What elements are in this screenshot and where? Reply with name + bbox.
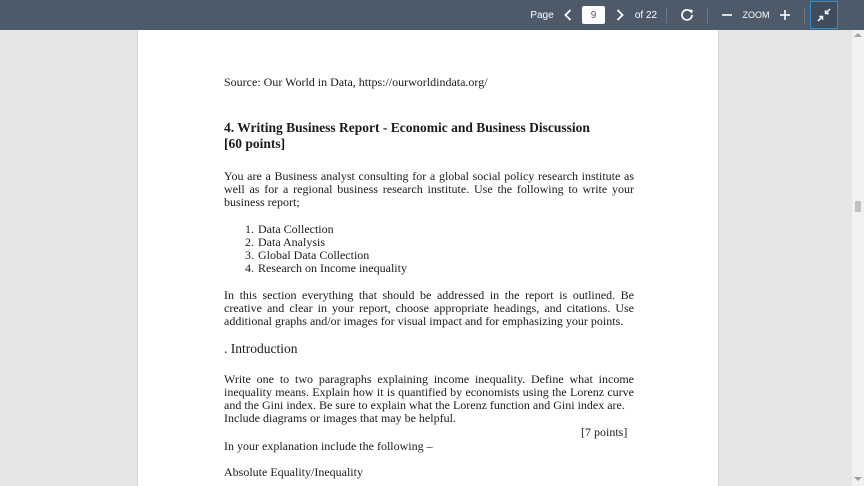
chevron-right-icon (616, 9, 624, 21)
scrollbar-thumb[interactable] (855, 201, 861, 212)
paragraph-line: creative and clear in your report, choose appropriate headings, and citations. Use (224, 301, 634, 315)
list-item: Research on Income inequality (258, 261, 407, 275)
vertical-scrollbar[interactable] (852, 30, 864, 486)
list-number: 2. (245, 235, 254, 249)
section-heading-points: [60 points] (224, 136, 286, 151)
list-number: 4. (245, 261, 254, 275)
paragraph-line: business report; (224, 195, 300, 209)
toolbar-divider (666, 7, 667, 23)
pdf-page (137, 30, 719, 486)
next-page-button[interactable] (612, 0, 628, 30)
paragraph-line: additional graphs and/or images for visual impact and for emphasizing your points. (224, 314, 624, 328)
paragraph-line: You are a Business analyst consulting for a global social policy research institute as (224, 169, 634, 183)
plus-icon (779, 9, 791, 21)
pdf-toolbar (0, 0, 864, 30)
points-label: [7 points] (581, 425, 628, 439)
numbered-list (224, 222, 634, 276)
toolbar-divider (804, 7, 805, 23)
page-number-input[interactable] (582, 6, 605, 24)
introduction-heading: . Introduction (224, 341, 298, 356)
list-number: 3. (245, 248, 254, 262)
list-item: Data Collection (258, 222, 334, 236)
page-total: of 22 (634, 9, 658, 21)
paragraph-line: Include diagrams or images that may be helpful. (224, 411, 456, 425)
chevron-left-icon (564, 9, 572, 21)
collapse-icon (817, 8, 831, 22)
rotate-icon (680, 8, 694, 22)
page-label: Page (530, 9, 554, 21)
paragraph-line: inequality means. Explain how it is quantified by economists using the Lorenz curve (224, 385, 634, 399)
paragraph-line: In this section everything that should be addressed in the report is outlined. Be (224, 288, 634, 302)
list-number: 1. (245, 222, 254, 236)
zoom-label: ZOOM (742, 10, 770, 20)
rotate-button[interactable] (677, 0, 697, 30)
scroll-down-icon[interactable] (854, 477, 862, 481)
zoom-in-button[interactable] (777, 0, 793, 30)
list-item: Global Data Collection (258, 248, 370, 262)
absolute-equality-line: Absolute Equality/Inequality (224, 465, 363, 479)
section-heading: 4. Writing Business Report - Economic and Business Discussion (224, 120, 590, 135)
toolbar-divider (707, 7, 708, 23)
document-viewer[interactable] (0, 30, 852, 486)
list-item: Data Analysis (258, 235, 325, 249)
paragraph-line: well as for a regional business research institute. Use the following to write your (224, 182, 634, 196)
paragraph-line: Write one to two paragraphs explaining income inequality. Define what income (224, 372, 634, 386)
zoom-out-button[interactable] (719, 0, 735, 30)
exit-fullscreen-button[interactable] (810, 1, 838, 29)
explanation-line: In your explanation include the following – (224, 439, 433, 453)
paragraph-line: and the Gini index. Be sure to explain what the Lorenz function and Gini index are. (224, 398, 625, 412)
scroll-up-icon[interactable] (854, 33, 862, 37)
previous-page-button[interactable] (560, 0, 576, 30)
source-line: Source: Our World in Data, https://ourworldindata.org/ (224, 75, 488, 89)
minus-icon (721, 9, 733, 21)
